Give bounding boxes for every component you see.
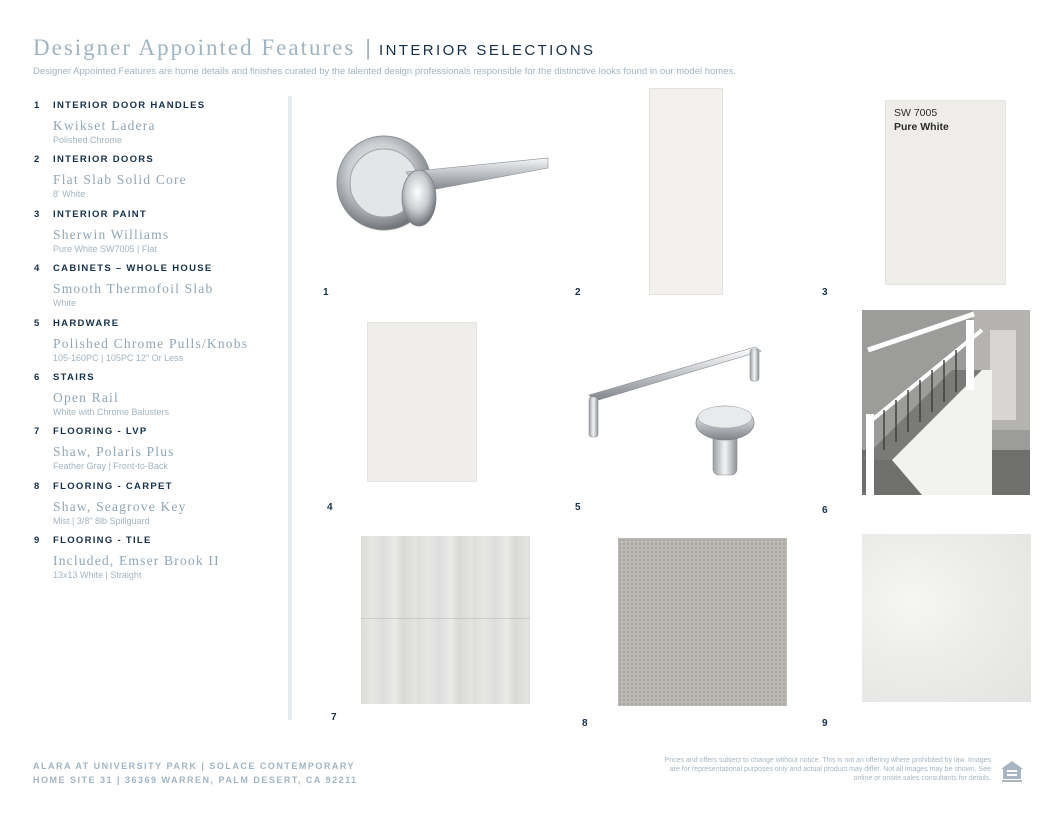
image-number: 1 bbox=[323, 287, 329, 298]
feature-category: CABINETS – WHOLE HOUSE bbox=[53, 263, 213, 275]
feature-detail: 105-160PC | 105PC 12" Or Less bbox=[53, 352, 184, 363]
feature-name: Shaw, Polaris Plus bbox=[53, 444, 175, 460]
feature-detail: 13x13 White | Straight bbox=[53, 570, 142, 581]
swatch-name: Pure White bbox=[894, 121, 949, 133]
intro-text: Designer Appointed Features are home details and finishes curated by the talented design professionals responsible for the distinctive looks found in our model homes. bbox=[33, 66, 736, 77]
feature-category: INTERIOR DOOR HANDLES bbox=[53, 100, 206, 111]
feature-item bbox=[34, 263, 284, 317]
interior-door-image bbox=[649, 88, 723, 295]
feature-category: HARDWARE bbox=[53, 317, 120, 329]
feature-name: Polished Chrome Pulls/Knobs bbox=[53, 335, 249, 351]
image-number: 3 bbox=[822, 287, 828, 298]
feature-detail: Feather Gray | Front-to-Back bbox=[53, 461, 168, 472]
page-subtitle: INTERIOR SELECTIONS bbox=[379, 42, 596, 59]
feature-category: FLOORING - TILE bbox=[53, 535, 152, 547]
equal-housing-icon bbox=[1000, 759, 1024, 783]
image-number: 5 bbox=[575, 502, 581, 513]
hardware-image bbox=[585, 343, 775, 481]
feature-category: INTERIOR PAINT bbox=[53, 208, 148, 220]
feature-name: Kwikset Ladera bbox=[53, 118, 156, 133]
title-separator: | bbox=[365, 35, 371, 60]
image-number: 2 bbox=[575, 287, 581, 298]
stairs-image bbox=[862, 310, 1030, 495]
title-row bbox=[33, 35, 595, 61]
feature-item bbox=[34, 481, 284, 535]
feature-number: 1 bbox=[34, 100, 41, 111]
feature-number: 7 bbox=[34, 426, 41, 438]
feature-category: FLOORING - LVP bbox=[53, 426, 148, 438]
feature-detail: White bbox=[53, 298, 77, 309]
feature-detail: 8' White bbox=[53, 189, 86, 200]
feature-number: 9 bbox=[34, 535, 41, 547]
feature-number: 2 bbox=[34, 154, 41, 166]
paint-swatch bbox=[885, 100, 1006, 285]
feature-item bbox=[34, 535, 284, 589]
carpet-swatch bbox=[618, 538, 787, 706]
feature-list bbox=[34, 100, 284, 590]
feature-item bbox=[34, 209, 284, 263]
feature-item bbox=[34, 426, 284, 480]
feature-number: 6 bbox=[34, 371, 41, 383]
cabinet-door-image bbox=[367, 322, 477, 482]
tile-swatch bbox=[862, 534, 1031, 702]
door-handle-image bbox=[334, 128, 550, 238]
feature-category: STAIRS bbox=[53, 371, 95, 383]
swatch-code: SW 7005 bbox=[894, 107, 938, 119]
lvp-flooring-image bbox=[361, 536, 530, 704]
feature-item bbox=[34, 372, 284, 426]
feature-item bbox=[34, 100, 284, 154]
feature-detail: Polished Chrome bbox=[53, 135, 123, 145]
feature-number: 4 bbox=[34, 263, 41, 275]
feature-detail: White with Chrome Balusters bbox=[53, 406, 170, 417]
page-header bbox=[33, 35, 595, 61]
vertical-divider bbox=[288, 96, 292, 720]
feature-category: INTERIOR DOORS bbox=[53, 154, 155, 166]
feature-name: Open Rail bbox=[53, 389, 119, 405]
feature-name: Smooth Thermofoil Slab bbox=[53, 281, 214, 297]
feature-name: Shaw, Seagrove Key bbox=[53, 498, 187, 514]
feature-item bbox=[34, 154, 284, 208]
feature-name: Sherwin Williams bbox=[53, 226, 170, 242]
feature-name: Included, Emser Brook II bbox=[53, 553, 220, 569]
feature-detail: Pure White SW7005 | Flat bbox=[53, 243, 157, 254]
feature-detail: Mist | 3/8" 8lb Spillguard bbox=[53, 515, 150, 526]
page-title: Designer Appointed Features bbox=[33, 35, 356, 60]
feature-category: FLOORING - CARPET bbox=[53, 480, 173, 492]
footer-community: ALARA AT UNIVERSITY PARK | SOLACE CONTEMPORARY bbox=[33, 761, 356, 771]
image-number: 8 bbox=[582, 718, 588, 729]
feature-number: 8 bbox=[34, 480, 41, 492]
image-number: 9 bbox=[822, 718, 828, 729]
footer-address bbox=[33, 759, 358, 787]
feature-number: 3 bbox=[34, 208, 41, 220]
image-number: 4 bbox=[327, 502, 333, 513]
footer-home-site: HOME SITE 31 | 36369 WARREN, PALM DESERT, CA 92211 bbox=[33, 775, 358, 785]
image-number: 7 bbox=[331, 712, 337, 723]
feature-number: 5 bbox=[34, 317, 41, 329]
image-number: 6 bbox=[822, 505, 828, 516]
legal-disclaimer: Prices and offers subject to change without notice. This is not an offering where prohibited by law. Images are for representational purposes only and actual product may differ. Not all images may be shown. See online or onsite sales consultants for details. bbox=[664, 757, 991, 782]
feature-item bbox=[34, 318, 284, 372]
feature-name: Flat Slab Solid Core bbox=[53, 172, 187, 188]
